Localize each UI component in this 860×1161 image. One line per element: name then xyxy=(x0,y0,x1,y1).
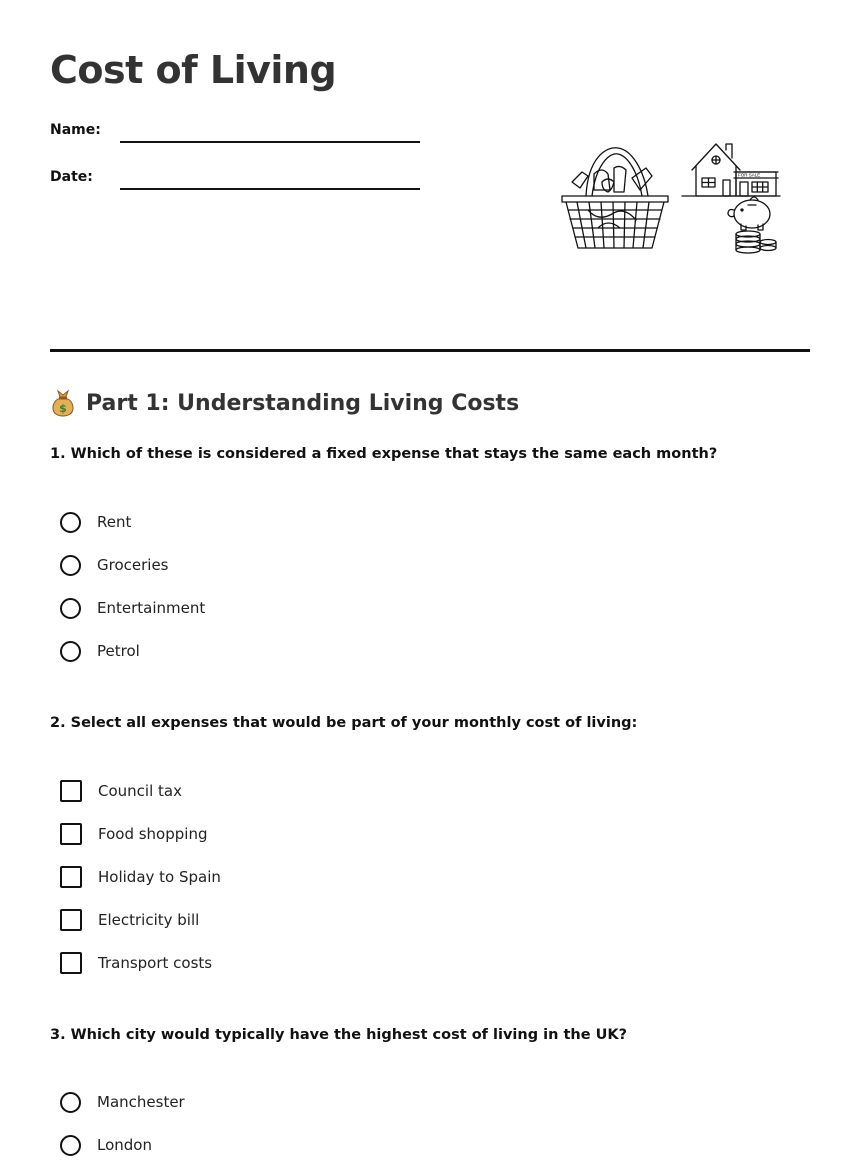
date-line[interactable] xyxy=(120,188,420,190)
q3-option-manchester[interactable] xyxy=(60,1089,185,1115)
checkbox[interactable] xyxy=(60,823,82,845)
option-label: Council tax xyxy=(98,782,182,800)
q1-option-groceries[interactable] xyxy=(60,552,169,578)
option-label: Petrol xyxy=(97,642,140,660)
option-label: Manchester xyxy=(97,1093,185,1111)
checkbox[interactable] xyxy=(60,909,82,931)
checkbox[interactable] xyxy=(60,780,82,802)
page-title: Cost of Living xyxy=(50,48,337,92)
radio-button[interactable] xyxy=(60,641,81,662)
option-label: Food shopping xyxy=(98,825,208,843)
svg-text:$: $ xyxy=(59,402,67,415)
for-sale-shop-icon xyxy=(734,172,778,196)
radio-button[interactable] xyxy=(60,555,81,576)
question-3: 3. Which city would typically have the highest cost of living in the UK? xyxy=(50,1027,628,1043)
checkbox[interactable] xyxy=(60,866,82,888)
name-line[interactable] xyxy=(120,141,420,143)
q1-option-rent[interactable] xyxy=(60,509,131,535)
option-label: Holiday to Spain xyxy=(98,868,221,886)
part1-heading xyxy=(50,388,519,418)
q3-option-london[interactable] xyxy=(60,1132,152,1158)
q2-option-transport[interactable] xyxy=(60,950,212,976)
section-divider xyxy=(50,349,810,352)
coin-stack-icon xyxy=(736,231,776,253)
piggy-bank-icon xyxy=(728,197,770,230)
option-label: Electricity bill xyxy=(98,911,200,929)
question-1: 1. Which of these is considered a fixed expense that stays the same each month? xyxy=(50,446,718,462)
date-label: Date: xyxy=(50,169,93,185)
shopping-basket-icon xyxy=(562,148,668,248)
q2-option-council-tax[interactable] xyxy=(60,778,182,804)
q2-option-electricity[interactable] xyxy=(60,907,199,933)
option-label: Transport costs xyxy=(98,954,213,972)
q1-option-petrol[interactable] xyxy=(60,638,140,664)
radio-button[interactable] xyxy=(60,512,81,533)
radio-button[interactable] xyxy=(60,598,81,619)
q1-option-entertainment[interactable] xyxy=(60,595,205,621)
part1-title: Part 1: Understanding Living Costs xyxy=(86,390,520,416)
money-bag-icon xyxy=(50,388,76,418)
house-icon xyxy=(682,144,780,196)
checkbox[interactable] xyxy=(60,952,82,974)
date-field xyxy=(50,169,430,199)
radio-button[interactable] xyxy=(60,1092,81,1113)
radio-button[interactable] xyxy=(60,1135,81,1156)
question-2: 2. Select all expenses that would be part of your monthly cost of living: xyxy=(50,715,638,731)
option-label: Rent xyxy=(97,513,132,531)
cost-of-living-illustration xyxy=(558,138,782,260)
q2-option-holiday[interactable] xyxy=(60,864,221,890)
option-label: Groceries xyxy=(97,556,169,574)
name-label: Name: xyxy=(50,122,101,138)
name-field xyxy=(50,122,430,152)
for-sale-sign: FOR SALE xyxy=(738,172,761,178)
q2-option-food-shopping[interactable] xyxy=(60,821,207,847)
option-label: Entertainment xyxy=(97,599,206,617)
option-label: London xyxy=(97,1136,152,1154)
